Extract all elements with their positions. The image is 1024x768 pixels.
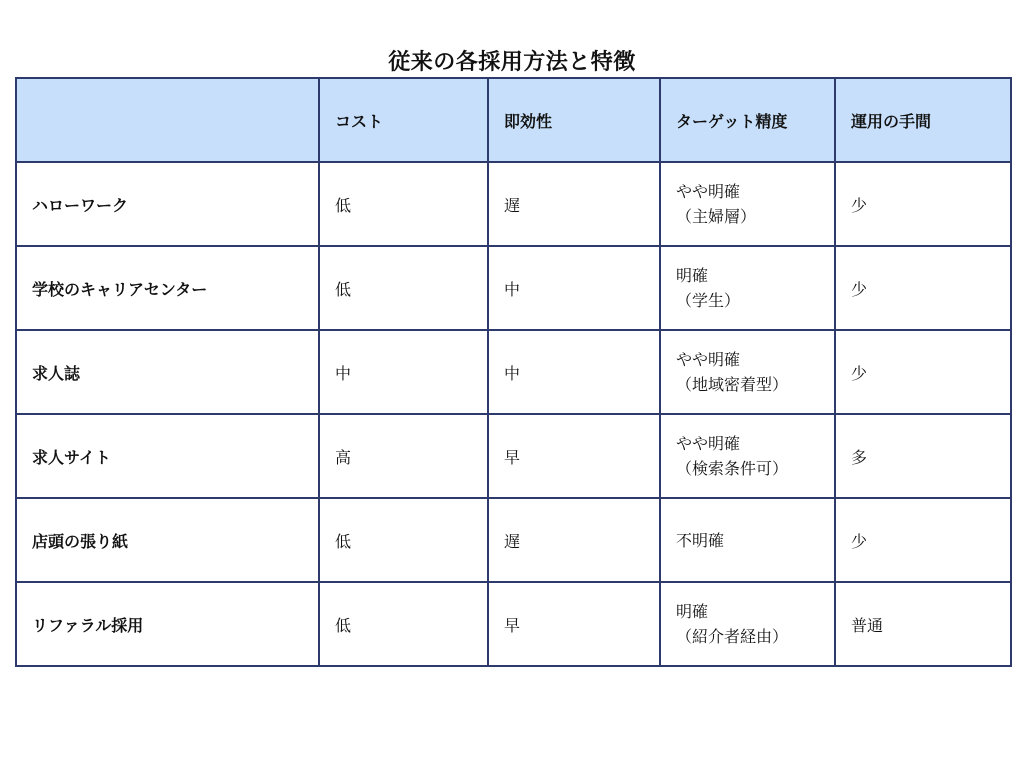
method-cell: 求人サイト xyxy=(16,414,319,498)
cost-cell: 低 xyxy=(319,582,488,666)
table-row xyxy=(16,330,1011,414)
table-row xyxy=(16,582,1011,666)
method-cell: ハローワーク xyxy=(16,162,319,246)
speed-cell: 早 xyxy=(488,582,660,666)
effort-cell: 少 xyxy=(835,162,1011,246)
effort-cell: 少 xyxy=(835,246,1011,330)
header-cell-target: ターゲット精度 xyxy=(660,78,835,162)
header-cell-cost: コスト xyxy=(319,78,488,162)
effort-cell: 少 xyxy=(835,498,1011,582)
header-cell-method xyxy=(16,78,319,162)
table-row xyxy=(16,498,1011,582)
method-cell: 学校のキャリアセンター xyxy=(16,246,319,330)
target-sub-text: （学生） xyxy=(676,291,741,310)
cost-cell: 低 xyxy=(319,498,488,582)
speed-cell: 早 xyxy=(488,414,660,498)
method-cell: 店頭の張り紙 xyxy=(16,498,319,582)
target-cell xyxy=(660,498,835,582)
cost-cell: 低 xyxy=(319,162,488,246)
target-cell xyxy=(660,414,835,498)
table-header-row xyxy=(16,78,1011,162)
target-sub-text: （地域密着型） xyxy=(676,375,789,394)
speed-cell: 遅 xyxy=(488,498,660,582)
header-cell-effort: 運用の手間 xyxy=(835,78,1011,162)
header-cell-speed: 即効性 xyxy=(488,78,660,162)
target-main-text: 明確 xyxy=(676,266,709,285)
cost-cell: 低 xyxy=(319,246,488,330)
comparison-table xyxy=(15,77,1012,667)
page-title: 従来の各採用方法と特徴 xyxy=(388,49,636,75)
speed-cell: 中 xyxy=(488,330,660,414)
target-main-text: やや明確 xyxy=(676,434,741,453)
table-row xyxy=(16,162,1011,246)
effort-cell: 少 xyxy=(835,330,1011,414)
target-cell xyxy=(660,246,835,330)
target-main-text: 明確 xyxy=(676,602,709,621)
target-main-text: 不明確 xyxy=(676,530,725,550)
target-sub-text: （検索条件可） xyxy=(676,459,789,478)
table-row xyxy=(16,414,1011,498)
speed-cell: 中 xyxy=(488,246,660,330)
target-cell xyxy=(660,330,835,414)
effort-cell: 多 xyxy=(835,414,1011,498)
target-main-text: やや明確 xyxy=(676,182,741,201)
target-sub-text: （紹介者経由） xyxy=(676,627,789,646)
table-row xyxy=(16,246,1011,330)
method-cell: リファラル採用 xyxy=(16,582,319,666)
target-main-text: やや明確 xyxy=(676,350,741,369)
target-cell xyxy=(660,582,835,666)
effort-cell: 普通 xyxy=(835,582,1011,666)
target-cell xyxy=(660,162,835,246)
cost-cell: 中 xyxy=(319,330,488,414)
speed-cell: 遅 xyxy=(488,162,660,246)
cost-cell: 高 xyxy=(319,414,488,498)
target-sub-text: （主婦層） xyxy=(676,207,757,226)
method-cell: 求人誌 xyxy=(16,330,319,414)
